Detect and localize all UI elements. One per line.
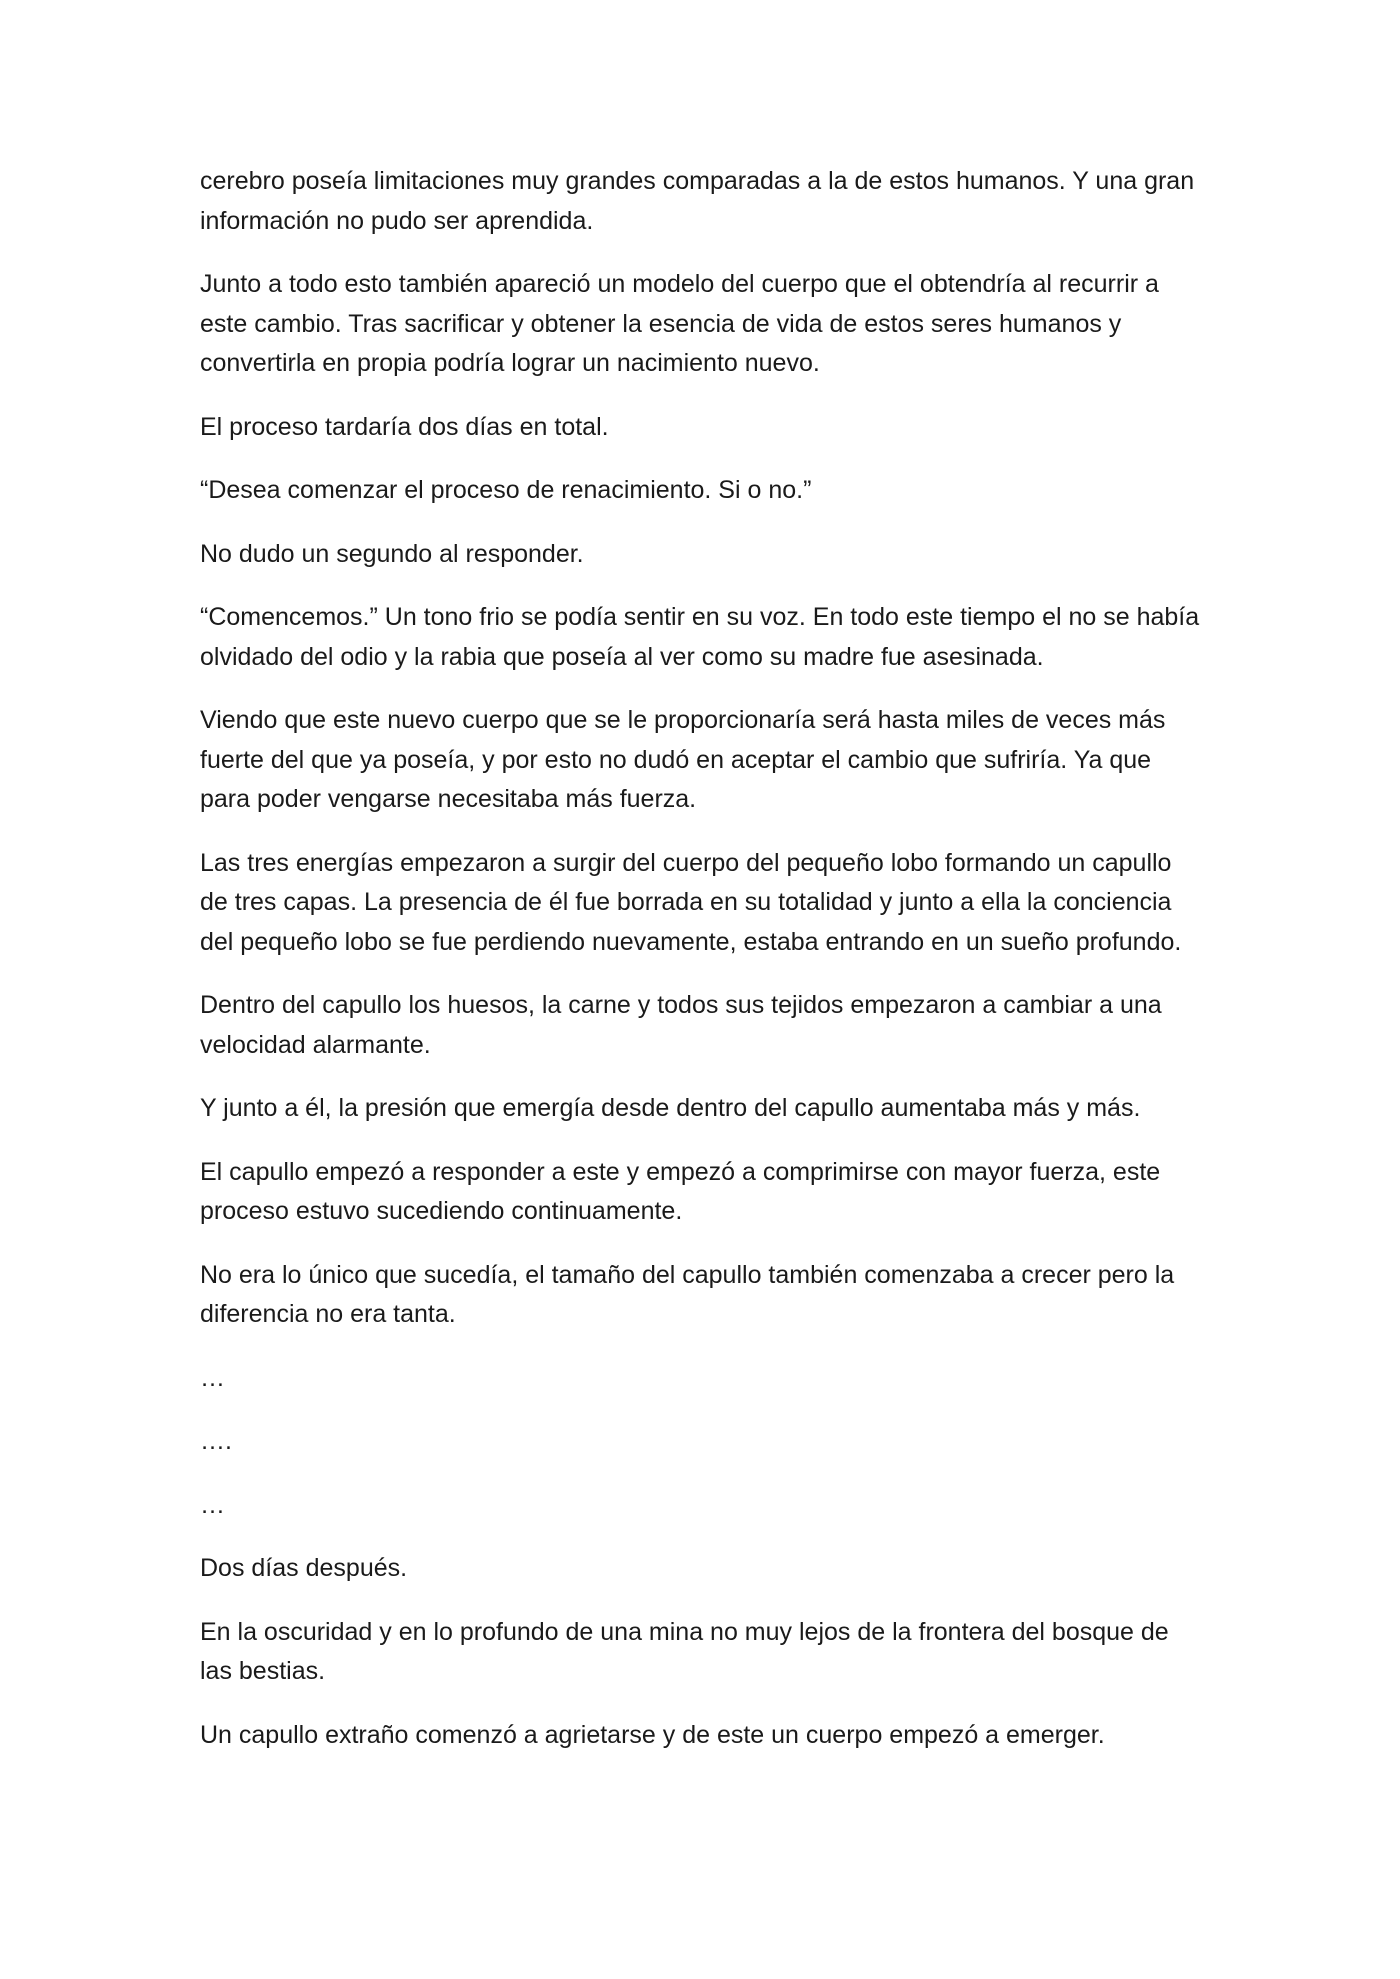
- ellipsis-2: ….: [200, 1427, 232, 1455]
- paragraph-9: Dentro del capullo los huesos, la carne y todos sus tejidos empezaron a cambiar a una velocidad alarmante.: [200, 991, 1162, 1059]
- ellipsis-1: …: [200, 1363, 225, 1392]
- paragraph-2: Junto a todo esto también apareció un modelo del cuerpo que el obtendría al recurrir a este cambio. Tras sacrificar y obtener la esencia de vida de estos seres humanos y convertirla en propia podría lograr un nacimiento nuevo.: [200, 270, 1159, 377]
- paragraph-12: No era lo único que sucedía, el tamaño del capullo también comenzaba a crecer pero la diferencia no era tanta.: [200, 1260, 1175, 1328]
- paragraph-7: Viendo que este nuevo cuerpo que se le proporcionaría será hasta miles de veces más fuerte del que ya poseía, y por esto no dudó en aceptar el cambio que sufriría. Ya que para poder vengarse necesitaba más fuerza.: [200, 706, 1166, 813]
- paragraph-13: Dos días después.: [200, 1554, 408, 1582]
- paragraph-10: Y junto a él, la presión que emergía desde dentro del capullo aumentaba más y más.: [200, 1094, 1141, 1122]
- paragraph-15: Un capullo extraño comenzó a agrietarse y de este un cuerpo empezó a emerger.: [200, 1720, 1105, 1749]
- paragraph-14: En la oscuridad y en lo profundo de una mina no muy lejos de la frontera del bosque de las bestias.: [200, 1617, 1169, 1685]
- paragraph-5: No dudo un segundo al responder.: [200, 539, 584, 568]
- ellipsis-3: …: [200, 1490, 225, 1519]
- paragraph-8: Las tres energías empezaron a surgir del cuerpo del pequeño lobo formando un capullo de tres capas. La presencia de él fue borrada en su totalidad y junto a ella la conciencia del pequeño lobo se fue perdiendo nuevamente, estaba entrando en un sueño profundo.: [200, 848, 1182, 956]
- paragraph-3: El proceso tardaría dos días en total.: [200, 412, 609, 441]
- paragraph-1: cerebro poseía limitaciones muy grandes comparadas a la de estos humanos. Y una gran información no pudo ser aprendida.: [200, 167, 1195, 235]
- paragraph-4: “Desea comenzar el proceso de renacimiento. Si o no.”: [200, 476, 812, 504]
- paragraph-6: “Comencemos.” Un tono frio se podía sentir en su voz. En todo este tiempo el no se había olvidado del odio y la rabia que poseía al ver como su madre fue asesinada.: [200, 603, 1200, 671]
- body-text: [200, 162, 1200, 1779]
- paragraph-11: El capullo empezó a responder a este y empezó a comprimirse con mayor fuerza, este proceso estuvo sucediendo continuamente.: [200, 1157, 1161, 1225]
